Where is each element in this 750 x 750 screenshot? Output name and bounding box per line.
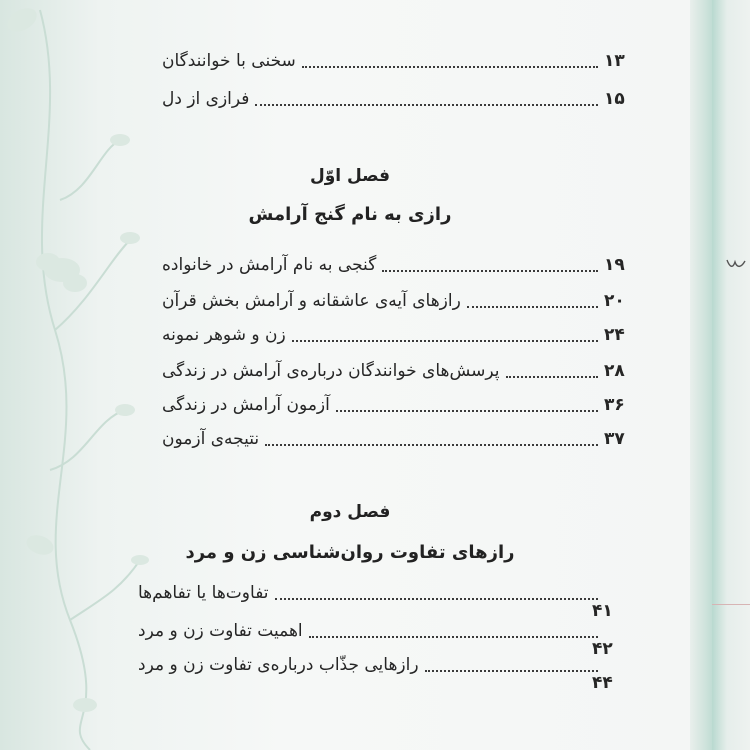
- toc-entry[interactable]: [162, 84, 632, 114]
- toc-entry-title: پرسش‌های خوانندگان درباره‌ی آرامش در زندگی: [162, 361, 500, 381]
- toc-entry-page: ۱۹: [604, 255, 625, 275]
- facing-page-edge: [712, 0, 750, 750]
- leader-dots: [382, 270, 598, 272]
- toc-entry[interactable]: [138, 650, 632, 693]
- toc-entry-title: نتیجه‌ی آزمون: [162, 429, 260, 449]
- toc-entry[interactable]: [162, 286, 632, 316]
- toc-entry[interactable]: [138, 616, 632, 659]
- toc-entry-title: آزمون آرامش در زندگی: [162, 395, 330, 415]
- toc-entry[interactable]: [138, 578, 632, 621]
- toc-entry-title: اهمیت تفاوت زن و مرد: [138, 621, 303, 641]
- leader-dots: [292, 340, 598, 342]
- leader-dots: [255, 104, 598, 106]
- facing-page-rule: [712, 604, 750, 605]
- leader-dots: [467, 306, 598, 308]
- toc-entry-page: ۴۱: [592, 601, 613, 621]
- toc-entry-title: گنجی به نام آرامش در خانواده: [162, 255, 377, 275]
- leader-dots: [275, 598, 598, 600]
- chapter-subtitle: رازی به نام گنج آرامش: [248, 204, 452, 225]
- leader-dots: [336, 410, 598, 412]
- toc-entry-page: ۲۸: [604, 361, 625, 381]
- toc-entry-page: ۳۷: [604, 429, 625, 449]
- toc-entry-page: ۳۶: [604, 395, 625, 415]
- toc-entry[interactable]: [162, 320, 632, 350]
- chapter-heading: فصل اوّل: [309, 166, 391, 186]
- toc-entry[interactable]: [162, 424, 632, 454]
- leader-dots: [506, 376, 598, 378]
- toc-entry-title: فرازی از دل: [162, 89, 250, 109]
- chapter-subtitle: رازهای تفاوت روان‌شناسی زن و مرد: [185, 542, 515, 563]
- toc-entry-title: زن و شوهر نمونه: [162, 325, 286, 345]
- toc-entry-page: ۱۳: [604, 51, 625, 71]
- toc-entry-title: سخنی با خوانندگان: [162, 51, 296, 71]
- leader-dots: [265, 444, 598, 446]
- toc-entry-title: رازهای آیه‌ی عاشقانه و آرامش بخش قرآن: [162, 291, 461, 311]
- toc-entry-page: ۲۴: [604, 325, 625, 345]
- toc-entry[interactable]: [162, 46, 632, 76]
- toc-entry-title: رازهایی جذّاب درباره‌ی تفاوت زن و مرد: [138, 655, 419, 675]
- chapter-heading: فصل دوم: [309, 502, 391, 522]
- pencil-mark-icon: [725, 258, 747, 270]
- leader-dots: [425, 670, 598, 672]
- toc-entry-page: ۱۵: [604, 89, 625, 109]
- toc-entry[interactable]: [162, 390, 632, 420]
- toc-entry-title: تفاوت‌ها یا تفاهم‌ها: [138, 583, 269, 603]
- toc-entry-page: ۴۴: [592, 673, 613, 693]
- toc-entry[interactable]: [162, 356, 632, 386]
- leader-dots: [309, 636, 598, 638]
- toc-entry-page: ۴۲: [592, 639, 613, 659]
- leader-dots: [302, 66, 598, 68]
- toc-entry[interactable]: [162, 250, 632, 280]
- toc-entry-page: ۲۰: [604, 291, 625, 311]
